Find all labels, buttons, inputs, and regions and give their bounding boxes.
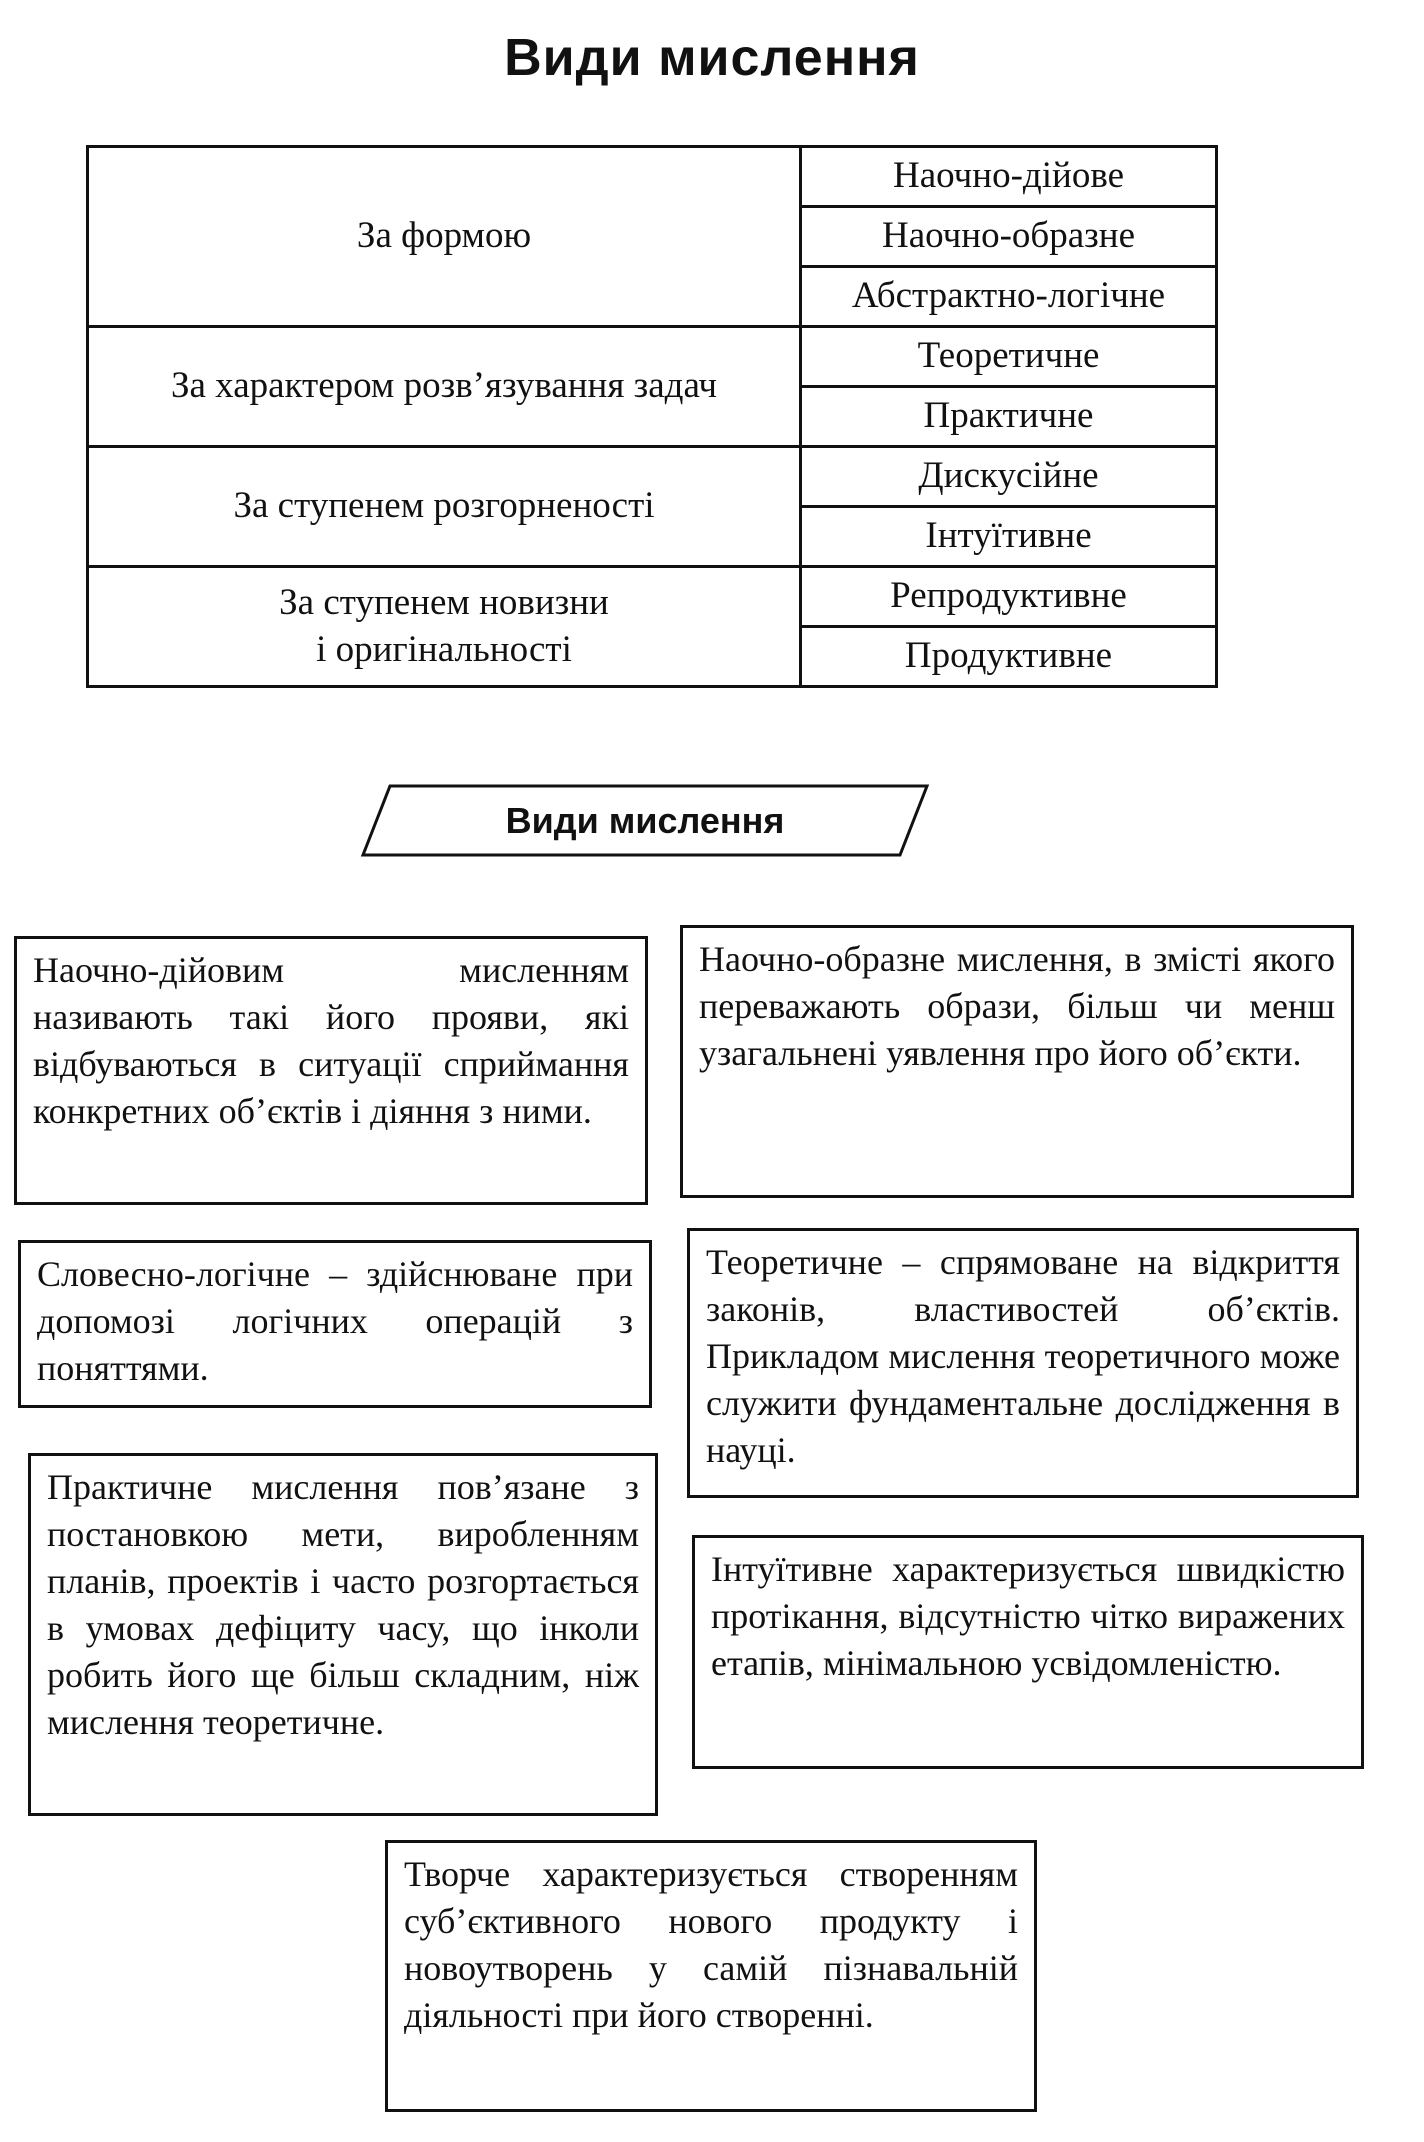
table-row — [88, 447, 1217, 507]
visual-action-box: Наочно-дійовим мисленням називають такі його прояви, які відбуваються в ситуації сприймання конкретних об’єктів і діяння з ними. — [14, 936, 648, 1205]
thinking-types-table — [86, 145, 1218, 688]
table-row — [88, 567, 1217, 627]
intuitive-box: Інтуїтивне характеризується швидкістю протікання, відсутністю чітко виражених етапів, мінімальною усвідомленістю. — [692, 1535, 1364, 1769]
theoretical-box: Теоретичне – спрямоване на відкриття законів, властивостей об’єктів. Прикладом мислення теоретичного може служити фундаментальне дослідження в науці. — [687, 1228, 1359, 1498]
type-cell: Наочно-дійове — [801, 147, 1217, 207]
category-cell: За формою — [88, 147, 801, 327]
category-line: і оригінальності — [316, 628, 572, 670]
creative-box: Творче характеризується створенням суб’єктивного нового продукту і новоутворень у самій пізнавальній діяльності при його створенні. — [385, 1840, 1037, 2112]
visual-figurative-box: Наочно-образне мислення, в змісті якого переважають образи, більш чи менш узагальнені уявлення про його об’єкти. — [680, 925, 1354, 1198]
type-cell: Абстрактно-логічне — [801, 267, 1217, 327]
type-cell: Інтуїтивне — [801, 507, 1217, 567]
type-cell: Наочно-образне — [801, 207, 1217, 267]
category-cell: За ступенем розгорненості — [88, 447, 801, 567]
category-line: За ступенем новизни — [279, 582, 609, 624]
category-cell: За характером розв’язування задач — [88, 327, 801, 447]
table-row — [88, 147, 1217, 207]
banner-title: Види мислення — [505, 800, 785, 841]
type-cell: Теоретичне — [801, 327, 1217, 387]
practical-box: Практичне мислення пов’язане з постановкою мети, виробленням планів, проектів і часто розгортається в умовах дефіциту часу, що інколи робить його ще більш складним, ніж мислення теоретичне. — [28, 1453, 658, 1816]
table-row — [88, 327, 1217, 387]
type-cell: Дискусійне — [801, 447, 1217, 507]
type-cell: Практичне — [801, 387, 1217, 447]
category-cell — [88, 567, 801, 687]
type-cell: Репродуктивне — [801, 567, 1217, 627]
type-cell: Продуктивне — [801, 627, 1217, 687]
page-title: Види мислення — [504, 29, 920, 87]
verbal-logical-box: Словесно-логічне – здійснюване при допомозі логічних операцій з поняттями. — [18, 1240, 652, 1408]
section-banner — [360, 783, 930, 858]
